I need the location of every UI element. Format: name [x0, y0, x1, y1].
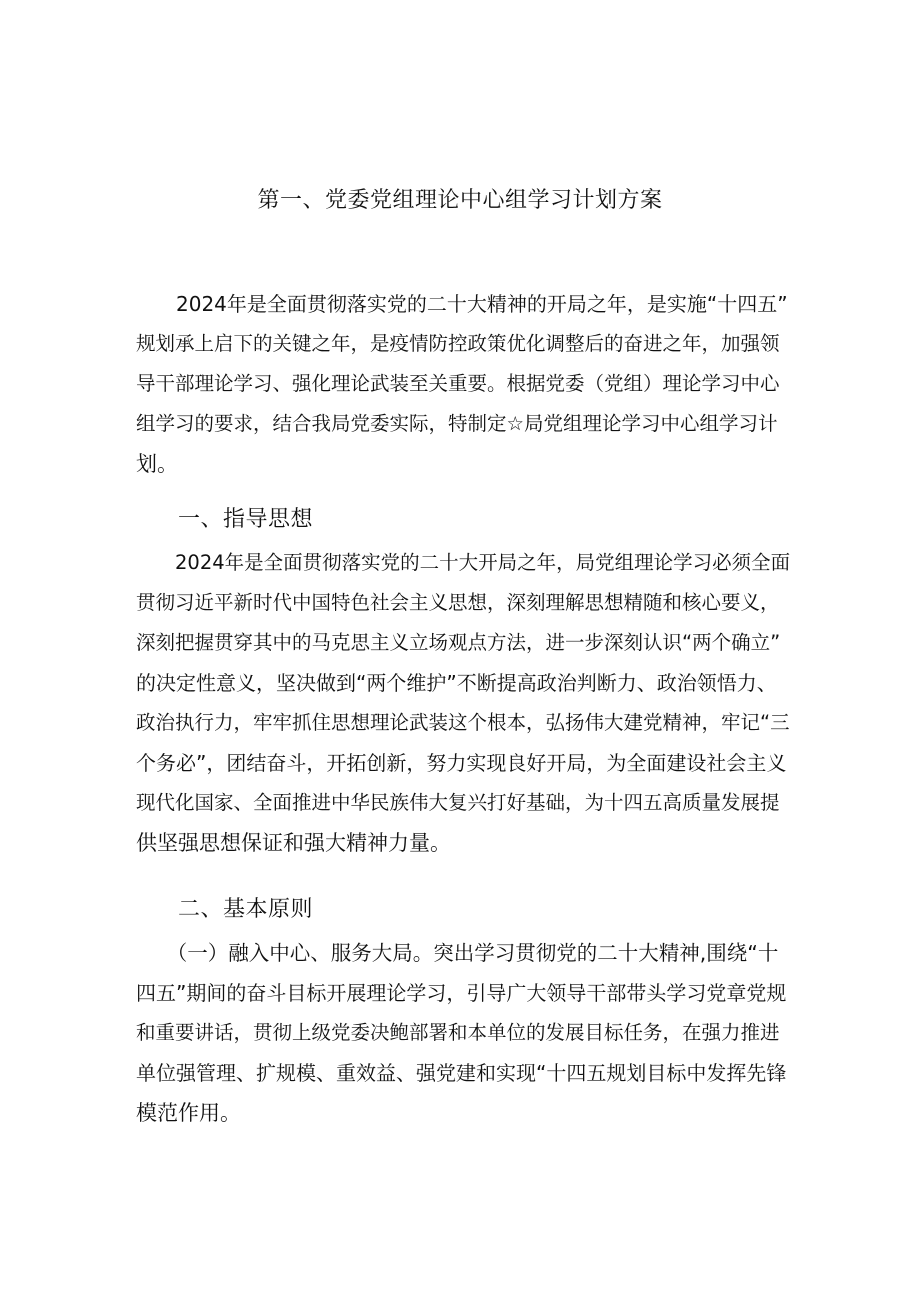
guiding-ideology-paragraph [136, 543, 792, 863]
section-heading-basic-principles: 二、基本原则 [178, 897, 314, 922]
section-heading-guiding-ideology: 一、指导思想 [178, 507, 314, 532]
paragraph-line: 个务必”，团结奋斗，开拓创新，努力实现良好开局，为全面建设社会主义 [136, 751, 787, 775]
paragraph-line: 划。 [136, 452, 178, 476]
paragraph-line: 贯彻习近平新时代中国特色社会主义思想，深刻理解思想精随和核心要义， [136, 591, 780, 614]
paragraph-line: 2024年是全面贯彻落实党的二十大开局之年，局党组理论学习必须全面 [136, 551, 791, 574]
paragraph-line: 2024年是全面贯彻落实党的二十大精神的开局之年，是实施“十四五” [136, 292, 788, 316]
intro-paragraph [136, 284, 792, 484]
basic-principles-paragraph [136, 933, 792, 1133]
paragraph-line: 导干部理论学习、强化理论武装至关重要。根据党委（党组）理论学习中心 [136, 372, 780, 395]
paragraph-line: 供坚强思想保证和强大精神力量。 [136, 831, 451, 855]
paragraph-line: 规划承上启下的关键之年，是疫情防控政策优化调整后的奋进之年，加强领 [136, 332, 780, 355]
paragraph-line: 模范作用。 [136, 1101, 241, 1125]
paragraph-line: 政治执行力，牢牢抓住思想理论武装这个根本，弘扬伟大建党精神，牢记“三 [136, 711, 790, 734]
paragraph-line: 四五”期间的奋斗目标开展理论学习，引导广大领导干部带头学习党章党规 [136, 981, 787, 1005]
paragraph-line: （一）融入中心、服务大局。突出学习贯彻党的二十大精神,围绕“十 [136, 941, 779, 965]
document-title: 第一、党委党组理论中心组学习计划方案 [257, 188, 663, 213]
paragraph-line: 单位强管理、扩规模、重效益、强党建和实现“十四五规划目标中发挥先锋 [136, 1061, 787, 1085]
paragraph-line: 和重要讲话，贯彻上级党委决鲍部署和本单位的发展目标任务，在强力推进 [136, 1021, 780, 1044]
paragraph-line: 组学习的要求，结合我局党委实际，特制定☆局党组理论学习中心组学习计 [136, 412, 778, 435]
paragraph-line: 现代化国家、全面推进中华民族伟大复兴打好基础，为十四五高质量发展提 [136, 791, 780, 814]
paragraph-line: 深刻把握贯穿其中的马克思主义立场观点方法，进一步深刻认识“两个确立” [136, 631, 781, 654]
paragraph-line: 的决定性意义，坚决做到“两个维护”不断提高政治判断力、政治领悟力、 [136, 671, 777, 695]
